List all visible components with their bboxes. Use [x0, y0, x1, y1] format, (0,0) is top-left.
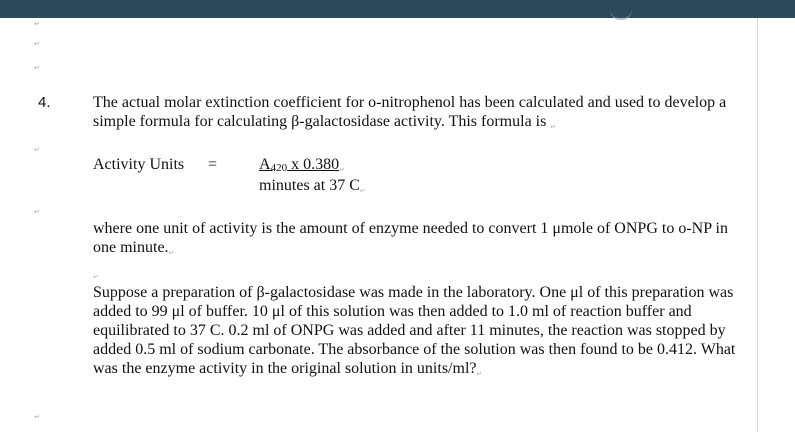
paragraph-mark: ↵	[550, 123, 557, 131]
numerator-absorbance: A	[259, 156, 271, 173]
question-number: 4.	[38, 94, 51, 111]
numerator-wavelength: 420	[270, 162, 288, 174]
margin-mark: ↵	[34, 146, 40, 154]
denominator-text: minutes at 37 C	[259, 177, 360, 194]
paragraph-mark: ↵	[168, 249, 175, 257]
problem-text: Suppose a preparation of β-galactosidase was made in the laboratory. One μl of this preparation was added to 99 μl of buffer. 10 μl of this solution was then added to 1.0 ml of reaction buffer and equilibrated to 37 C. 0.2 ml of ONPG was added and after 11 minutes, the reaction was stopped by added 0.5 ml of sodium carbonate. The absorbance of the solution was then found to be 0.412. What was the enzyme activity in the original solution in units/ml?	[93, 284, 736, 377]
paragraph-mark: ↵	[339, 166, 345, 174]
margin-mark: ↵	[34, 208, 40, 216]
formula-equals: =	[208, 156, 218, 173]
blank-line-mark: ↵	[93, 273, 99, 281]
definition-text: where one unit of activity is the amount of enzyme needed to convert 1 μmole of ONPG to o-NP in one minute.	[93, 220, 728, 256]
intro-text: The actual molar extinction coefficient for o-nitrophenol has been calculated and used to develop a simple formula for calculating β-galactosidase activity. This formula is	[93, 94, 727, 130]
margin-mark: ↵	[34, 64, 40, 72]
paragraph-mark: ↵	[476, 370, 483, 378]
margin-mark: ↵	[34, 20, 40, 28]
intro-paragraph	[93, 93, 755, 137]
formula-denominator	[259, 176, 366, 201]
definition-paragraph	[93, 219, 755, 263]
formula-label: Activity Units	[93, 156, 185, 173]
margin-mark: ↵	[34, 413, 40, 421]
margin-mark: ↵	[34, 40, 40, 48]
problem-paragraph	[93, 283, 755, 384]
paragraph-mark: ↵	[359, 187, 366, 195]
numerator-factor: x 0.380	[287, 156, 340, 173]
